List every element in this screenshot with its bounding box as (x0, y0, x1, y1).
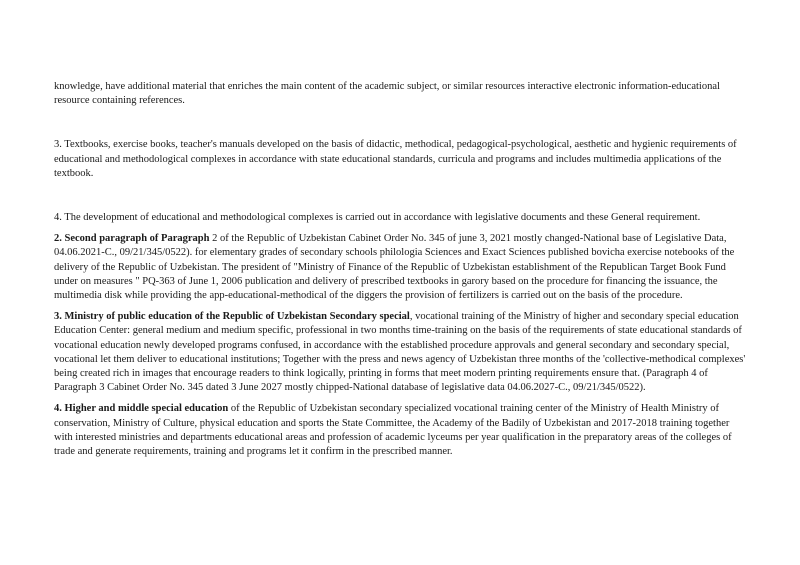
paragraph-text: 3. Textbooks, exercise books, teacher's manuals developed on the basis of didactic, methodical, pedagogical-psychological, aesthetic and hygienic requirements of educational and methodological complexes in accordance with state educational standards, curricula and programs and includes multimedia applications of the textbook. (54, 139, 737, 179)
paragraph-lead: 2. Second paragraph of Paragraph (54, 233, 210, 245)
paragraph-item-3-textbooks (54, 138, 746, 181)
paragraph-section-2 (54, 232, 746, 303)
paragraph-lead: 3. Ministry of public education of the Republic of Uzbekistan Secondary special (54, 311, 410, 323)
paragraph-section-4 (54, 402, 746, 459)
paragraph-text: of the Republic of Uzbekistan secondary specialized vocational training center of the Ministry of Health Ministry of conservation, Ministry of Culture, physical education and sports the State Committee, the Academy of the Badily of Uzbekistan and 2017-2018 training together with interested ministries and departments educational areas and profession of academic lyceums per year qualification in the preparatory areas of the colleges of trade and generate requirements, training and programs let it confirm in the prescribed manner. (54, 403, 732, 458)
document-page (54, 80, 746, 459)
paragraph-text: knowledge, have additional material that enriches the main content of the academic subject, or similar resources interactive electronic information-educational resource containing references. (54, 81, 720, 107)
paragraph-text: 4. The development of educational and methodological complexes is carried out in accordance with legislative documents and these General requirement. (54, 212, 701, 224)
paragraph-continuation (54, 80, 746, 108)
paragraph-text: 2 of the Republic of Uzbekistan Cabinet Order No. 345 of june 3, 2021 mostly changed-National base of Legislative Data, 04.06.2021-C., 09/21/345/0522). for elementary grades of secondary schools philologia Sciences and Exact Sciences published bovicha exercise notebooks of the delivery of the Republic of Uzbekistan. The president of "Ministry of Finance of the Republic of Uzbekistan establishment of the Republican Target Book Fund under on measures " PQ-363 of June 1, 2006 publication and delivery of prescribed textbooks in garory based on the procedure for financing the issuance, the multimedia disk while providing the app-educational-methodical of the diggers the provision of fertilizers is carried out on the basis of the procedure. (54, 233, 735, 302)
paragraph-item-4-development (54, 211, 746, 225)
paragraph-lead: 4. Higher and middle special education (54, 403, 229, 415)
paragraph-section-3 (54, 310, 746, 395)
paragraph-text: , vocational training of the Ministry of higher and secondary special education Education Center: general medium and medium specific, professional in two months time-training on the basis of the requirements of state educational standards of vocational education newly developed programs confused, in accordance with the established procedure approvals and general secondary and secondary special, vocational let them deliver to educational institutions; Together with the press and news agency of Uzbekistan three months of the 'collective-methodical complexes' being created rich in images that encourage readers to think logically, printing in forms that meet modern printing requirements ensure that. (Paragraph 4 of Paragraph 3 Cabinet Order No. 345 dated 3 June 2027 mostly chipped-National database of legislative data 04.06.2027-C., 09/21/345/0522). (54, 311, 746, 394)
